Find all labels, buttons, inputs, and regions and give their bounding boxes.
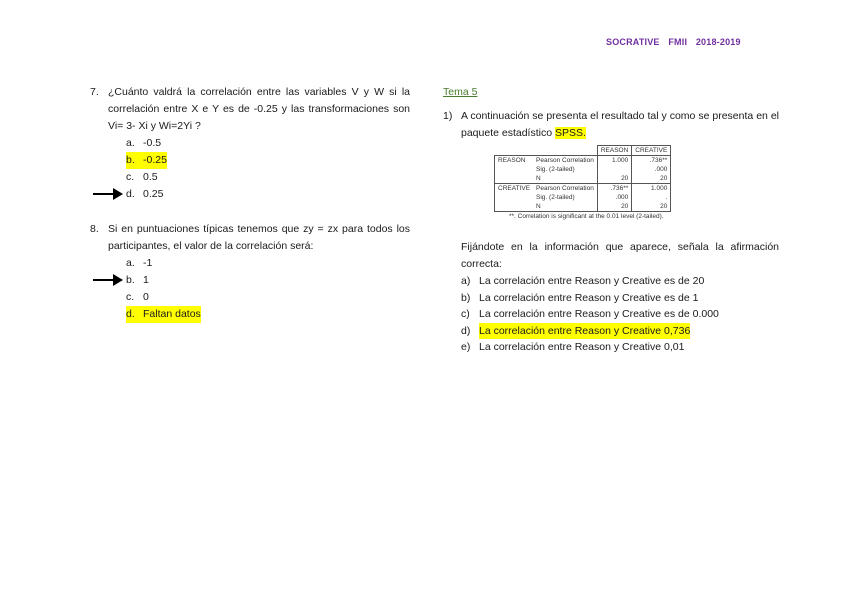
- cell: 1.000: [632, 184, 671, 194]
- row-stat: Sig. (2-tailed): [536, 194, 575, 201]
- answer-prompt: Fijándote en la información que aparece, señala la afirmación correcta:: [461, 241, 779, 270]
- header-course: FMII: [668, 37, 688, 47]
- option-text: 0: [143, 291, 149, 303]
- question-number: 7.: [90, 86, 99, 98]
- cell: .000: [632, 165, 671, 174]
- cell: .736**: [597, 184, 631, 194]
- table-row: [495, 184, 671, 194]
- section-title: Tema 5: [443, 86, 478, 98]
- row-var: CREATIVE: [495, 184, 534, 194]
- option-a: [126, 255, 410, 272]
- option-letter: b.: [126, 274, 135, 286]
- option-a: [126, 135, 410, 152]
- question-text-main: A continuación se presenta el resultado tal y como se presenta en el paquete estadístico: [461, 110, 779, 139]
- answer-letter: b): [461, 291, 471, 304]
- option-b: [126, 272, 410, 289]
- answer-text: La correlación entre Reason y Creative es de 0.000: [479, 308, 719, 320]
- highlighted-option: [126, 306, 201, 323]
- row-stat: Pearson Correlation: [533, 156, 597, 166]
- question-text: [461, 108, 779, 142]
- row-stat: Pearson Correlation: [533, 184, 597, 194]
- cell: 20: [632, 174, 671, 184]
- option-letter: a.: [126, 137, 135, 149]
- question-8-options: [126, 255, 410, 323]
- answer-text: La correlación entre Reason y Creative 0,01: [479, 341, 685, 353]
- answer-d: [461, 323, 779, 340]
- page-header: [606, 37, 747, 47]
- option-letter: d.: [126, 188, 135, 200]
- option-letter: a.: [126, 257, 135, 269]
- option-text: 1: [143, 274, 149, 286]
- header-year: 2018-2019: [695, 37, 741, 47]
- option-letter: c.: [126, 171, 135, 183]
- spss-correlation-table: [494, 145, 671, 212]
- cell: 20: [597, 174, 631, 184]
- answer-list: [461, 273, 779, 356]
- cell: .736**: [632, 156, 671, 166]
- question-7: [90, 84, 410, 135]
- table-row: [495, 165, 671, 174]
- header-brand: SOCRATIVE: [606, 37, 660, 47]
- option-letter: b.: [126, 154, 135, 166]
- option-d: [126, 306, 410, 323]
- cell: 20: [597, 202, 631, 212]
- option-text: -1: [143, 257, 153, 269]
- question-text: Si en puntuaciones típicas tenemos que zy = zx para todos los participantes, el valor de la correlación será:: [108, 223, 410, 252]
- highlighted-option: [126, 152, 167, 169]
- answer-letter: e): [461, 341, 471, 353]
- option-letter: c.: [126, 291, 135, 303]
- answer-a: [461, 273, 779, 290]
- option-text: 0.5: [143, 171, 158, 183]
- answer-text: La correlación entre Reason y Creative es de 1: [479, 291, 699, 304]
- table-row: [495, 202, 671, 212]
- option-c: [126, 169, 410, 186]
- arrow-right-icon: [93, 187, 123, 201]
- question-8: [90, 221, 410, 255]
- row-stat: N: [536, 175, 541, 182]
- spss-highlight: SPSS.: [554, 127, 586, 139]
- answer-letter: c): [461, 308, 470, 320]
- question-text: ¿Cuánto valdrá la correlación entre las variables V y W si la correlación entre X e Y es de -0.25 y las transformaciones son Vi= 3- Xi y Wi=2Yi ?: [108, 86, 410, 132]
- option-text: 0.25: [143, 188, 164, 200]
- cell: 20: [632, 202, 671, 212]
- row-stat: N: [533, 202, 597, 212]
- question-1: [443, 108, 779, 142]
- answer-text-highlighted: La correlación entre Reason y Creative 0,736: [479, 323, 690, 340]
- table-row: [495, 156, 671, 166]
- cell: 1.000: [597, 156, 631, 166]
- option-d: [126, 186, 410, 203]
- table-footnote: **. Correlation is significant at the 0.01 level (2-tailed).: [509, 213, 664, 220]
- answer-letter: a): [461, 275, 471, 287]
- col-header-reason: REASON: [597, 146, 631, 156]
- row-stat: Sig. (2-tailed): [536, 166, 575, 173]
- answer-b: [461, 290, 779, 307]
- question-number: 1): [443, 110, 453, 122]
- answer-c: [461, 306, 779, 323]
- option-text: Faltan datos: [143, 308, 201, 320]
- answer-letter: d): [461, 324, 471, 337]
- option-letter: d.: [126, 308, 135, 320]
- table-row: [495, 174, 671, 184]
- question-number: 8.: [90, 223, 99, 235]
- table-row: [495, 193, 671, 202]
- option-b: [126, 152, 410, 169]
- left-column: [90, 84, 410, 323]
- col-header-creative: CREATIVE: [632, 146, 671, 156]
- answer-e: [461, 339, 779, 356]
- cell: [597, 165, 631, 174]
- cell: .: [632, 193, 671, 202]
- arrow-right-icon: [93, 273, 123, 287]
- cell: .000: [597, 193, 631, 202]
- option-text: -0.25: [143, 154, 167, 166]
- answer-text: La correlación entre Reason y Creative es de 20: [479, 275, 705, 287]
- right-column: [443, 84, 779, 356]
- option-c: [126, 289, 410, 306]
- row-var: REASON: [495, 156, 534, 166]
- question-7-options: [126, 135, 410, 203]
- option-text: -0.5: [143, 137, 162, 149]
